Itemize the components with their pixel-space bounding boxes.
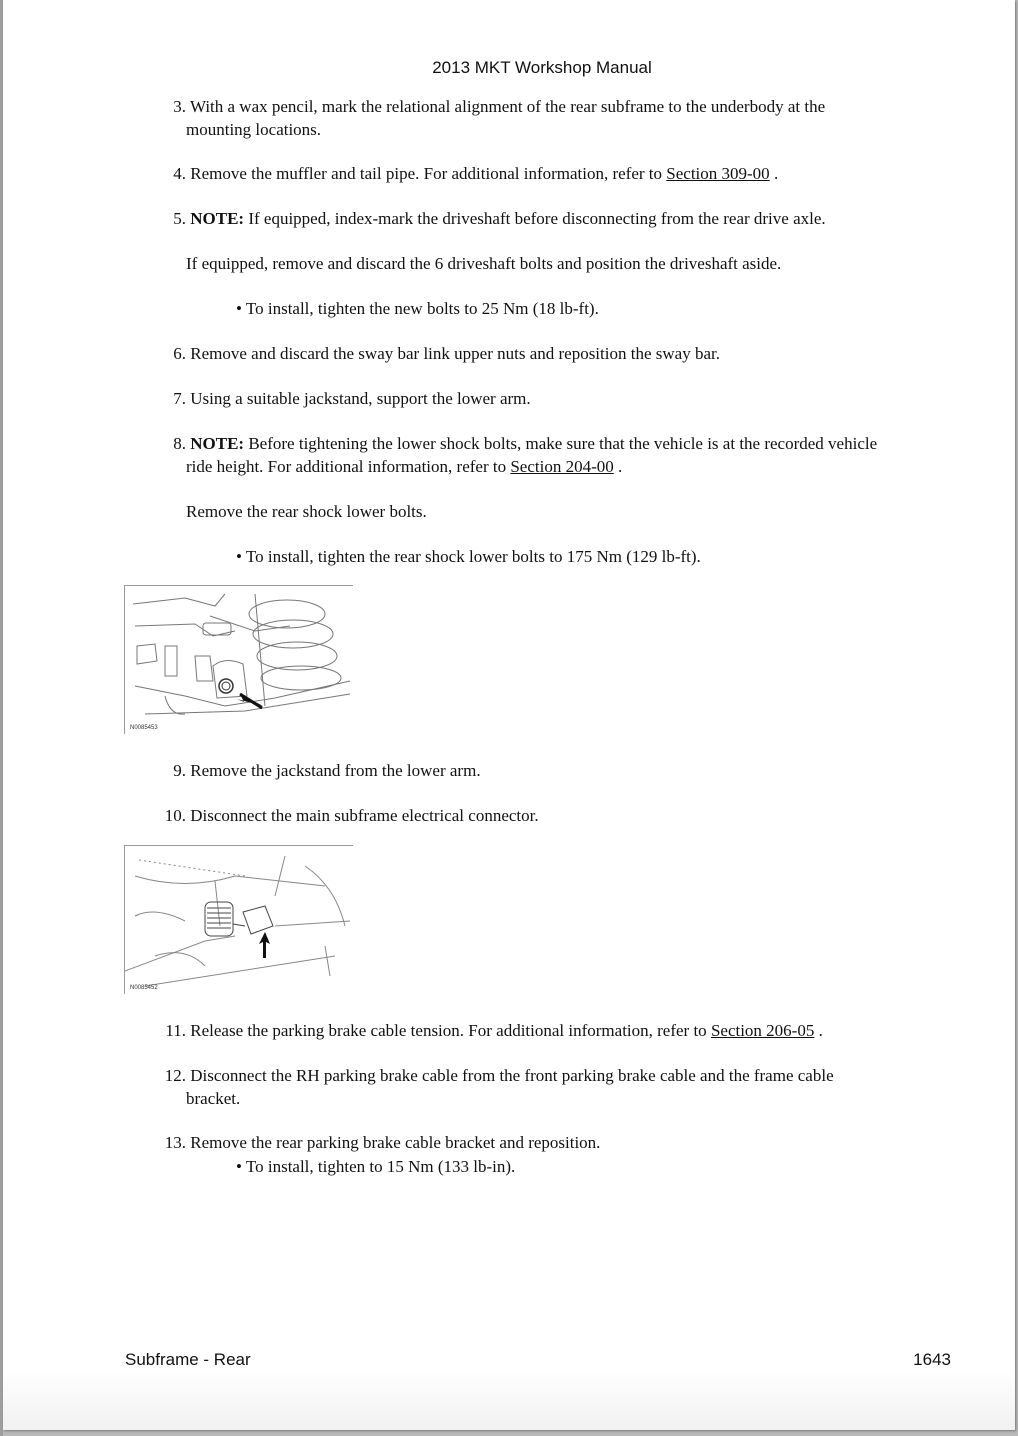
footer-section-title: Subframe - Rear — [125, 1350, 251, 1369]
step-4: 4. Remove the muffler and tail pipe. For additional information, refer to Section 309-00 . — [173, 164, 779, 183]
step-3: 3. With a wax pencil, mark the relational alignment of the rear subframe to the underbody at the — [173, 97, 826, 116]
step-13-bullet: • To install, tighten to 15 Nm (133 lb-in). — [236, 1157, 516, 1176]
step-11: 11. Release the parking brake cable tension. For additional information, refer to Section 206-05 . — [165, 1021, 823, 1040]
step-3-line2: mounting locations. — [186, 120, 322, 139]
step-5-bullet: • To install, tighten the new bolts to 25 Nm (18 lb-ft). — [236, 299, 599, 318]
step-12-line2: bracket. — [186, 1089, 241, 1108]
step-9: 9. Remove the jackstand from the lower arm. — [173, 761, 481, 780]
page-number: 1643 — [913, 1350, 951, 1369]
step-8-line2: ride height. For additional information, refer to Section 204-00 . — [186, 457, 623, 476]
note-label: NOTE: — [190, 209, 245, 228]
figure-id: N0085452 — [130, 985, 158, 991]
document-page — [3, 0, 1015, 1430]
section-309-00-link[interactable]: Section 309-00 — [666, 164, 770, 183]
step-10: 10. Disconnect the main subframe electrical connector. — [164, 806, 539, 825]
step-5-paragraph: If equipped, remove and discard the 6 driveshaft bolts and position the driveshaft aside. — [186, 254, 782, 273]
step-5: 5. NOTE: If equipped, index-mark the driveshaft before disconnecting from the rear drive axle. — [173, 209, 826, 228]
subframe-connector-illustration — [125, 846, 353, 994]
page-header: 2013 MKT Workshop Manual — [432, 58, 652, 77]
step-6: 6. Remove and discard the sway bar link upper nuts and reposition the sway bar. — [173, 344, 720, 363]
section-204-00-link[interactable]: Section 204-00 — [510, 457, 614, 476]
step-12: 12. Disconnect the RH parking brake cable from the front parking brake cable and the frame cable — [164, 1066, 834, 1085]
step-13: 13. Remove the rear parking brake cable bracket and reposition. — [164, 1133, 601, 1152]
step-8-paragraph: Remove the rear shock lower bolts. — [186, 502, 427, 521]
figure-shock-bolt — [124, 585, 353, 734]
bullet-icon: • — [236, 299, 242, 318]
shock-lower-bolt-illustration — [125, 586, 353, 734]
step-7: 7. Using a suitable jackstand, support the lower arm. — [173, 389, 531, 408]
step-8: 8. NOTE: Before tightening the lower shock bolts, make sure that the vehicle is at the recorded vehicle — [173, 434, 878, 453]
section-206-05-link[interactable]: Section 206-05 — [710, 1021, 815, 1040]
bullet-icon: • — [236, 547, 242, 566]
note-label: NOTE: — [190, 434, 245, 453]
step-8-bullet: • To install, tighten the rear shock lower bolts to 175 Nm (129 lb-ft). — [236, 547, 701, 566]
figure-id: N0085453 — [130, 725, 158, 731]
bullet-icon: • — [236, 1157, 242, 1176]
figure-electrical-connector — [124, 845, 353, 994]
